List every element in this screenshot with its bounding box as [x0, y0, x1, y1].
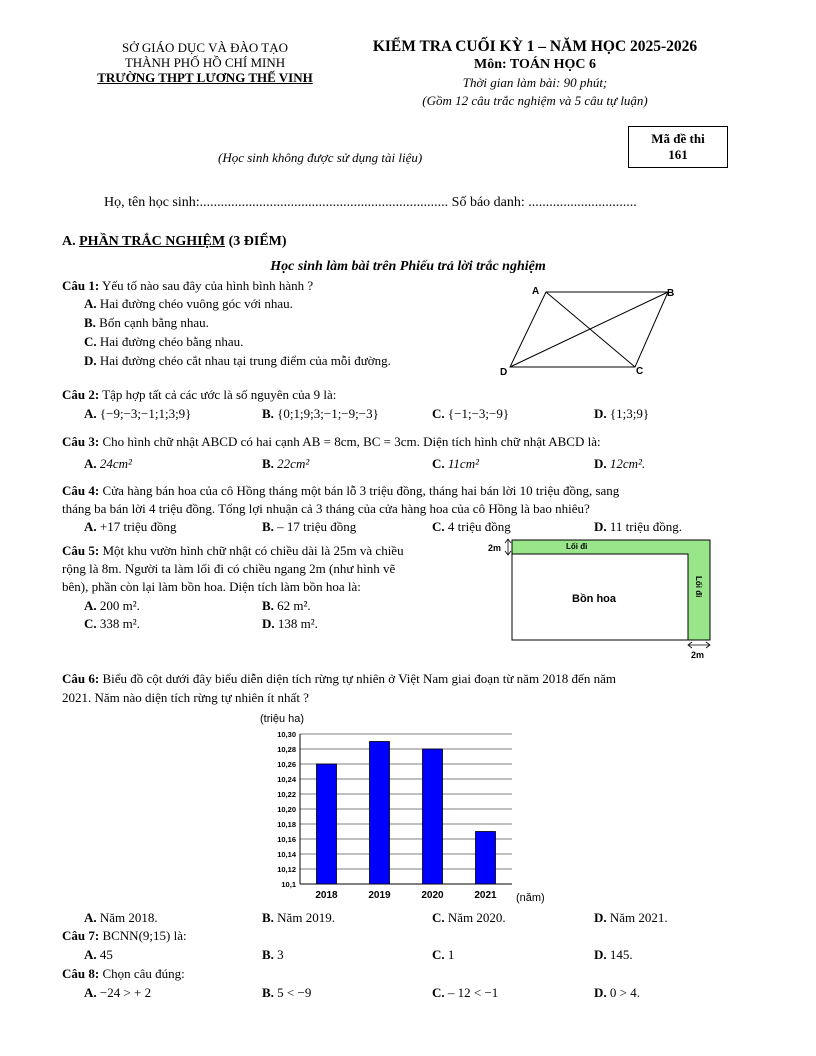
q6-option-c[interactable]: C. Năm 2020.: [432, 910, 506, 925]
q2-option-b[interactable]: B. {0;1;9;3;−1;−9;−3}: [262, 406, 379, 421]
chart-y-tick-label: 10,14: [277, 850, 296, 859]
chart-x-tick-label: 2021: [474, 890, 497, 901]
q8-option-b[interactable]: B. 5 < −9: [262, 985, 312, 1000]
q2-option-d[interactable]: D. {1;3;9}: [594, 406, 650, 421]
q4-option-a[interactable]: A. +17 triệu đồng: [84, 519, 177, 534]
chart-y-tick-label: 10,1: [281, 880, 296, 889]
chart-x-tick-label: 2019: [368, 890, 391, 901]
vertex-a-label: A: [532, 286, 540, 297]
q7-option-b[interactable]: B. 3: [262, 947, 284, 962]
exam-code-box: [628, 126, 728, 168]
q5-option-a[interactable]: A. 200 m².: [84, 598, 140, 613]
q1-option-d[interactable]: D. Hai đường chéo cắt nhau tại trung điểm của mỗi đường.: [84, 353, 391, 368]
exam-duration: Thời gian làm bài: 90 phút;: [462, 75, 608, 90]
header-left: [60, 40, 350, 85]
vertex-b-label: B: [667, 288, 675, 299]
q4-option-b[interactable]: B. – 17 triệu đồng: [262, 519, 357, 534]
school-name: TRƯỜNG THPT LƯƠNG THẾ VINH: [97, 70, 313, 85]
q8-option-d[interactable]: D. 0 > 4.: [594, 985, 640, 1000]
q2-option-a[interactable]: A. {−9;−3;−1;1;3;9}: [84, 406, 192, 421]
section-a-instruction: Học sinh làm bài trên Phiếu trả lời trắc nghiệm: [270, 259, 546, 274]
exam-code: 161: [668, 147, 688, 162]
q7-option-c[interactable]: C. 1: [432, 947, 455, 962]
section-a-title: PHẦN TRẮC NGHIỆM: [79, 234, 226, 249]
question-5-line-3: bên), phần còn lại làm bồn hoa. Diện tích làm bồn hoa là:: [62, 579, 361, 594]
student-info-line: [104, 195, 637, 211]
question-7: Câu 7: BCNN(9;15) là:: [62, 928, 187, 943]
question-2: Câu 2: Tập hợp tất cả các ước là số nguyên của 9 là:: [62, 387, 337, 402]
q4-option-d[interactable]: D. 11 triệu đồng.: [594, 519, 682, 534]
q3-option-b[interactable]: B. 22cm²: [262, 456, 310, 471]
q4-option-c[interactable]: C. 4 triệu đồng: [432, 519, 511, 534]
department-line-1: SỞ GIÁO DỤC VÀ ĐÀO TẠO: [122, 40, 288, 55]
forest-area-bar-chart: [250, 708, 570, 908]
question-1: Câu 1: Yếu tố nào sau đây của hình bình hành ?: [62, 278, 314, 293]
q7-option-a[interactable]: A. 45: [84, 947, 113, 962]
q3-option-a[interactable]: A. 24cm²: [84, 456, 132, 471]
exam-code-label: Mã đề thi: [651, 131, 705, 146]
flower-bed-label: Bồn hoa: [572, 593, 616, 605]
exam-title: KIỂM TRA CUỐI KỲ 1 – NĂM HỌC 2025-2026: [372, 38, 698, 55]
path-top-label: Lối đi: [566, 542, 588, 551]
q1-option-b[interactable]: B. Bốn cạnh bằng nhau.: [84, 315, 209, 330]
section-a-points: (3 ĐIỂM): [225, 234, 287, 249]
question-6-line-2: 2021. Năm nào diện tích rừng tự nhiên ít nhất ?: [62, 690, 309, 705]
vertex-d-label: D: [500, 367, 508, 378]
question-3: Câu 3: Cho hình chữ nhật ABCD có hai cạnh AB = 8cm, BC = 3cm. Diện tích hình chữ nhật ABCD là:: [62, 434, 601, 449]
vertex-c-label: C: [636, 366, 644, 377]
header-right: [340, 38, 730, 109]
chart-y-tick-label: 10,18: [277, 820, 296, 829]
q6-option-b[interactable]: B. Năm 2019.: [262, 910, 335, 925]
chart-y-tick-label: 10,26: [277, 760, 296, 769]
q1-option-a[interactable]: A. Hai đường chéo vuông góc với nhau.: [84, 296, 293, 311]
dim-left-label: 2m: [488, 543, 502, 553]
department-line-2: THÀNH PHỐ HỒ CHÍ MINH: [124, 55, 286, 70]
garden-figure: [484, 534, 720, 664]
chart-bar-2018: [317, 764, 337, 884]
student-name-field[interactable]: Họ, tên học sinh:.......................................................................: [104, 195, 449, 210]
question-5: Câu 5: Một khu vườn hình chữ nhật có chiều dài là 25m và chiều: [62, 543, 404, 558]
q8-option-c[interactable]: C. – 12 < −1: [432, 985, 499, 1000]
q3-option-c[interactable]: C. 11cm²: [432, 456, 479, 471]
subject: Môn: TOÁN HỌC 6: [474, 57, 596, 72]
chart-y-tick-label: 10,28: [277, 745, 296, 754]
chart-y-tick-label: 10,30: [277, 730, 296, 739]
q1-option-c[interactable]: C. Hai đường chéo bằng nhau.: [84, 334, 244, 349]
section-a-heading: A. PHẦN TRẮC NGHIỆM (3 ĐIỂM): [62, 234, 287, 249]
exam-structure: (Gồm 12 câu trắc nghiệm và 5 câu tự luận): [422, 93, 648, 108]
exam-note: (Học sinh không được sử dụng tài liệu): [218, 150, 423, 165]
question-6: Câu 6: Biểu đồ cột dưới đây biểu diễn diện tích rừng tự nhiên ở Việt Nam giai đoạn từ năm 2018 đến năm: [62, 671, 616, 686]
chart-x-tick-label: 2020: [421, 890, 444, 901]
student-id-field[interactable]: Số báo danh: ...............................: [451, 195, 637, 210]
q6-option-d[interactable]: D. Năm 2021.: [594, 910, 668, 925]
q5-option-c[interactable]: C. 338 m².: [84, 616, 140, 631]
path-right-label: Lối đi: [694, 576, 703, 598]
chart-bar-2019: [370, 742, 390, 885]
chart-y-tick-label: 10,20: [277, 805, 296, 814]
question-4: Câu 4: Cửa hàng bán hoa của cô Hồng tháng một bán lỗ 3 triệu đồng, tháng hai bán lời 10 triệu đồng, sang: [62, 483, 620, 498]
q5-option-d[interactable]: D. 138 m².: [262, 616, 318, 631]
q6-option-a[interactable]: A. Năm 2018.: [84, 910, 158, 925]
chart-bar-2021: [476, 832, 496, 885]
question-4-line-2: tháng ba bán lời 4 triệu đồng. Tổng lợi nhuận cả 3 tháng của cửa hàng hoa của cô Hồng là bao nhiêu?: [62, 501, 590, 516]
q5-option-b[interactable]: B. 62 m².: [262, 598, 311, 613]
chart-y-tick-label: 10,24: [277, 775, 296, 784]
question-5-line-2: rộng là 8m. Người ta làm lối đi có chiều ngang 2m (như hình vẽ: [62, 561, 396, 576]
question-8: Câu 8: Chọn câu đúng:: [62, 966, 185, 981]
chart-bar-2020: [423, 749, 443, 884]
chart-y-axis-label: (triệu ha): [260, 713, 305, 725]
q7-option-d[interactable]: D. 145.: [594, 947, 633, 962]
q2-option-c[interactable]: C. {−1;−3;−9}: [432, 406, 510, 421]
q8-option-a[interactable]: A. −24 > + 2: [84, 985, 152, 1000]
chart-y-tick-label: 10,22: [277, 790, 296, 799]
chart-y-tick-label: 10,16: [277, 835, 296, 844]
chart-y-tick-label: 10,12: [277, 865, 296, 874]
q3-option-d[interactable]: D. 12cm².: [594, 456, 646, 471]
dim-bottom-label: 2m: [691, 650, 705, 660]
chart-x-axis-label: (năm): [516, 892, 545, 904]
chart-x-tick-label: 2018: [315, 890, 338, 901]
parallelogram-figure: [490, 280, 690, 380]
